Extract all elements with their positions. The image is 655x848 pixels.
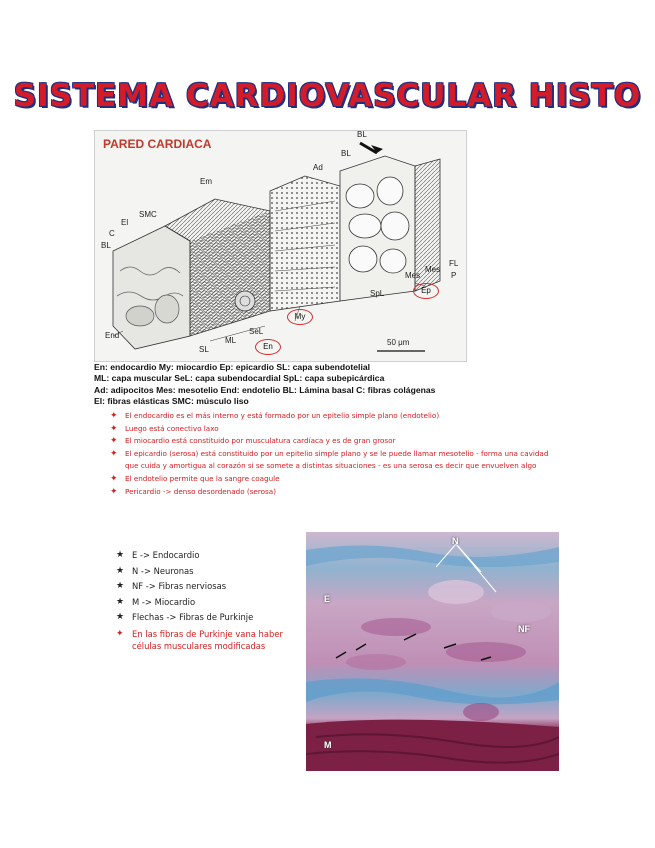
star-bullet-icon: ✦ xyxy=(110,473,118,484)
black-star-icon: ★ xyxy=(116,565,125,576)
label-p: P xyxy=(451,271,457,280)
micrograph-key-list xyxy=(116,548,301,652)
note-item: ✦ El endotelio permite que la sangre coagule xyxy=(110,473,280,484)
figure-legend xyxy=(94,362,554,408)
scale-label: 50 μm xyxy=(387,338,410,347)
micro-label-n: N xyxy=(452,536,459,546)
micrograph-image xyxy=(306,532,559,771)
label-ad: Ad xyxy=(313,163,323,172)
key-item: ★ N -> Neuronas xyxy=(116,564,301,580)
label-my-circled: My xyxy=(287,309,313,325)
label-smc: SMC xyxy=(139,210,157,219)
heart-wall-illustration xyxy=(95,131,466,361)
star-bullet-icon: ✦ xyxy=(116,628,124,639)
micro-label-m: M xyxy=(324,740,332,750)
key-item: ★ E -> Endocardio xyxy=(116,548,301,564)
page-title: SISTEMA CARDIOVASCULAR HISTO xyxy=(13,78,642,114)
key-item: ★ M -> Miocardio xyxy=(116,595,301,611)
purkinje-micrograph xyxy=(306,532,559,771)
key-item: ★ Flechas -> Fibras de Purkinje xyxy=(116,610,301,626)
label-spl: SpL xyxy=(370,289,385,298)
label-ep-circled: Ep xyxy=(413,283,439,299)
key-note: ✦ En las fibras de Purkinje vana haber células musculares modificadas xyxy=(116,628,283,651)
notes-list xyxy=(110,410,550,498)
black-star-icon: ★ xyxy=(116,612,125,622)
black-star-icon: ★ xyxy=(116,581,125,591)
star-bullet-icon: ✦ xyxy=(110,448,118,459)
label-bl-3: BL xyxy=(101,241,111,250)
label-bl-1: BL xyxy=(357,130,367,139)
note-item: ✦ Luego está conectivo laxo xyxy=(110,423,219,434)
label-sl: SL xyxy=(199,345,209,354)
label-mes-2: Mes xyxy=(425,265,441,274)
label-sel: SeL xyxy=(249,327,264,336)
note-item: ✦ El epicardio (serosa) está constituido por un epitelio simple plano y se le puede llamar mesotelio - forma una cavidad que cuida y amortigua al corazón si se somete a distintas situaciones - es una serosa es decir que envuelven algo xyxy=(110,448,549,471)
micro-label-e: E xyxy=(324,594,331,604)
micro-label-nf: NF xyxy=(518,624,530,634)
label-fl: FL xyxy=(449,259,459,268)
star-bullet-icon: ✦ xyxy=(110,411,118,421)
legend-line: ML: capa muscular SeL: capa subendocardial SpL: capa subepicárdica xyxy=(94,373,385,384)
label-c: C xyxy=(109,229,115,238)
figure-title: PARED CARDIACA xyxy=(103,137,212,151)
star-bullet-icon: ✦ xyxy=(110,486,118,497)
note-item: ✦ El miocardio está constituido por musculatura cardíaca y es de gran grosor xyxy=(110,436,396,447)
key-item: ★ NF -> Fibras nerviosas xyxy=(116,579,301,595)
label-bl-2: BL xyxy=(341,149,351,158)
legend-line: En: endocardio My: miocardio Ep: epicardio SL: capa subendotelial xyxy=(94,362,370,372)
legend-line: El: fibras elásticas SMC: músculo liso xyxy=(94,396,249,407)
star-bullet-icon: ✦ xyxy=(110,436,118,447)
star-bullet-icon: ✦ xyxy=(110,423,118,434)
legend-line: Ad: adipocitos Mes: mesotelio End: endotelio BL: Lámina basal C: fibras colágenas xyxy=(94,384,436,395)
label-end: End xyxy=(105,331,120,340)
black-star-icon: ★ xyxy=(116,550,125,560)
black-star-icon: ★ xyxy=(116,596,125,607)
heart-wall-diagram xyxy=(94,130,467,362)
label-el: El xyxy=(121,218,129,227)
label-en-circled: En xyxy=(255,339,281,355)
label-em: Em xyxy=(200,177,212,186)
label-mes: Mes xyxy=(405,271,421,280)
label-ml: ML xyxy=(225,336,237,345)
note-item: ✦ Pericardio -> denso desordenado (serosa) xyxy=(110,486,277,497)
note-item: ✦ El endocardio es el más interno y está formado por un epitelio simple plano (endotelio) xyxy=(110,411,440,421)
